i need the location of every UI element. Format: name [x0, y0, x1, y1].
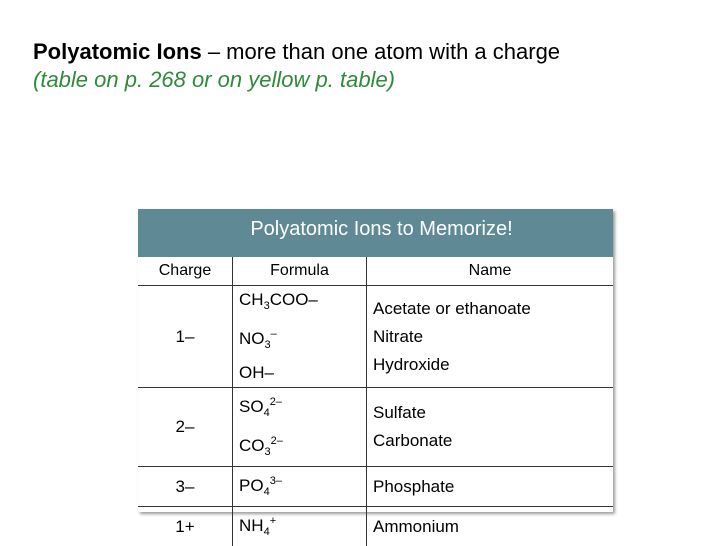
formula — [239, 320, 366, 359]
table-row — [138, 286, 613, 388]
formula-part: 4 — [264, 526, 270, 538]
formula-cell — [233, 507, 367, 546]
polyatomic-ions-table — [138, 209, 613, 512]
formula — [239, 286, 366, 320]
formula-part: + — [270, 515, 276, 527]
table-header-row — [138, 257, 613, 286]
table-caption-text: Polyatomic Ions to Memorize! — [238, 209, 512, 249]
ion-name: Carbonate — [373, 427, 613, 455]
table-row — [138, 388, 613, 467]
column-header-name: Name — [367, 257, 614, 286]
charge-cell: 1+ — [138, 507, 233, 546]
formula-part: 4 — [264, 407, 270, 419]
charge-cell: 2– — [138, 388, 233, 467]
name-cell — [367, 388, 614, 467]
column-header-formula: Formula — [233, 257, 367, 286]
formula-part: 3 — [265, 446, 271, 458]
formula-part: 3 — [265, 339, 271, 351]
formula — [239, 507, 366, 546]
formula-part: SO — [239, 397, 264, 416]
formula-part: 2– — [270, 396, 282, 408]
charge-cell: 3– — [138, 467, 233, 507]
ion-name: Hydroxide — [373, 351, 613, 379]
table-row — [138, 467, 613, 507]
formula-cell — [233, 286, 367, 388]
ion-name: Ammonium — [373, 513, 613, 541]
formula — [239, 467, 366, 506]
table-row — [138, 507, 613, 546]
ion-name: Phosphate — [373, 473, 613, 501]
formula-part: 3– — [270, 475, 282, 487]
formula-part: 3 — [264, 300, 270, 312]
formula-cell — [233, 388, 367, 467]
formula — [239, 359, 366, 387]
ion-name: Acetate or ethanoate — [373, 295, 613, 323]
formula — [239, 388, 366, 427]
formula-part: NH — [239, 516, 264, 535]
charge-cell: 1– — [138, 286, 233, 388]
ion-name: Sulfate — [373, 399, 613, 427]
ion-name: Nitrate — [373, 323, 613, 351]
formula-cell — [233, 467, 367, 507]
heading-title: Polyatomic Ions — [33, 39, 202, 64]
formula-part: CH — [239, 290, 264, 309]
name-cell — [367, 467, 614, 507]
formula-part: NO — [239, 329, 265, 348]
formula-part: 4 — [264, 486, 270, 498]
column-header-charge: Charge — [138, 257, 233, 286]
table-caption — [138, 209, 613, 257]
formula-part: CO — [239, 436, 265, 455]
ions-table-grid — [138, 257, 613, 546]
formula-part: PO — [239, 476, 264, 495]
formula-part: 2– — [271, 435, 283, 447]
slide-heading — [33, 38, 713, 94]
formula-part: OH– — [239, 363, 274, 382]
heading-title-rest: – more than one atom with a charge — [202, 39, 560, 64]
formula-part: – — [271, 328, 277, 340]
formula-part: COO– — [270, 290, 318, 309]
table-body — [138, 286, 613, 546]
name-cell — [367, 507, 614, 546]
name-cell — [367, 286, 614, 388]
formula — [239, 427, 366, 466]
heading-subtitle: (table on p. 268 or on yellow p. table) — [33, 66, 713, 94]
